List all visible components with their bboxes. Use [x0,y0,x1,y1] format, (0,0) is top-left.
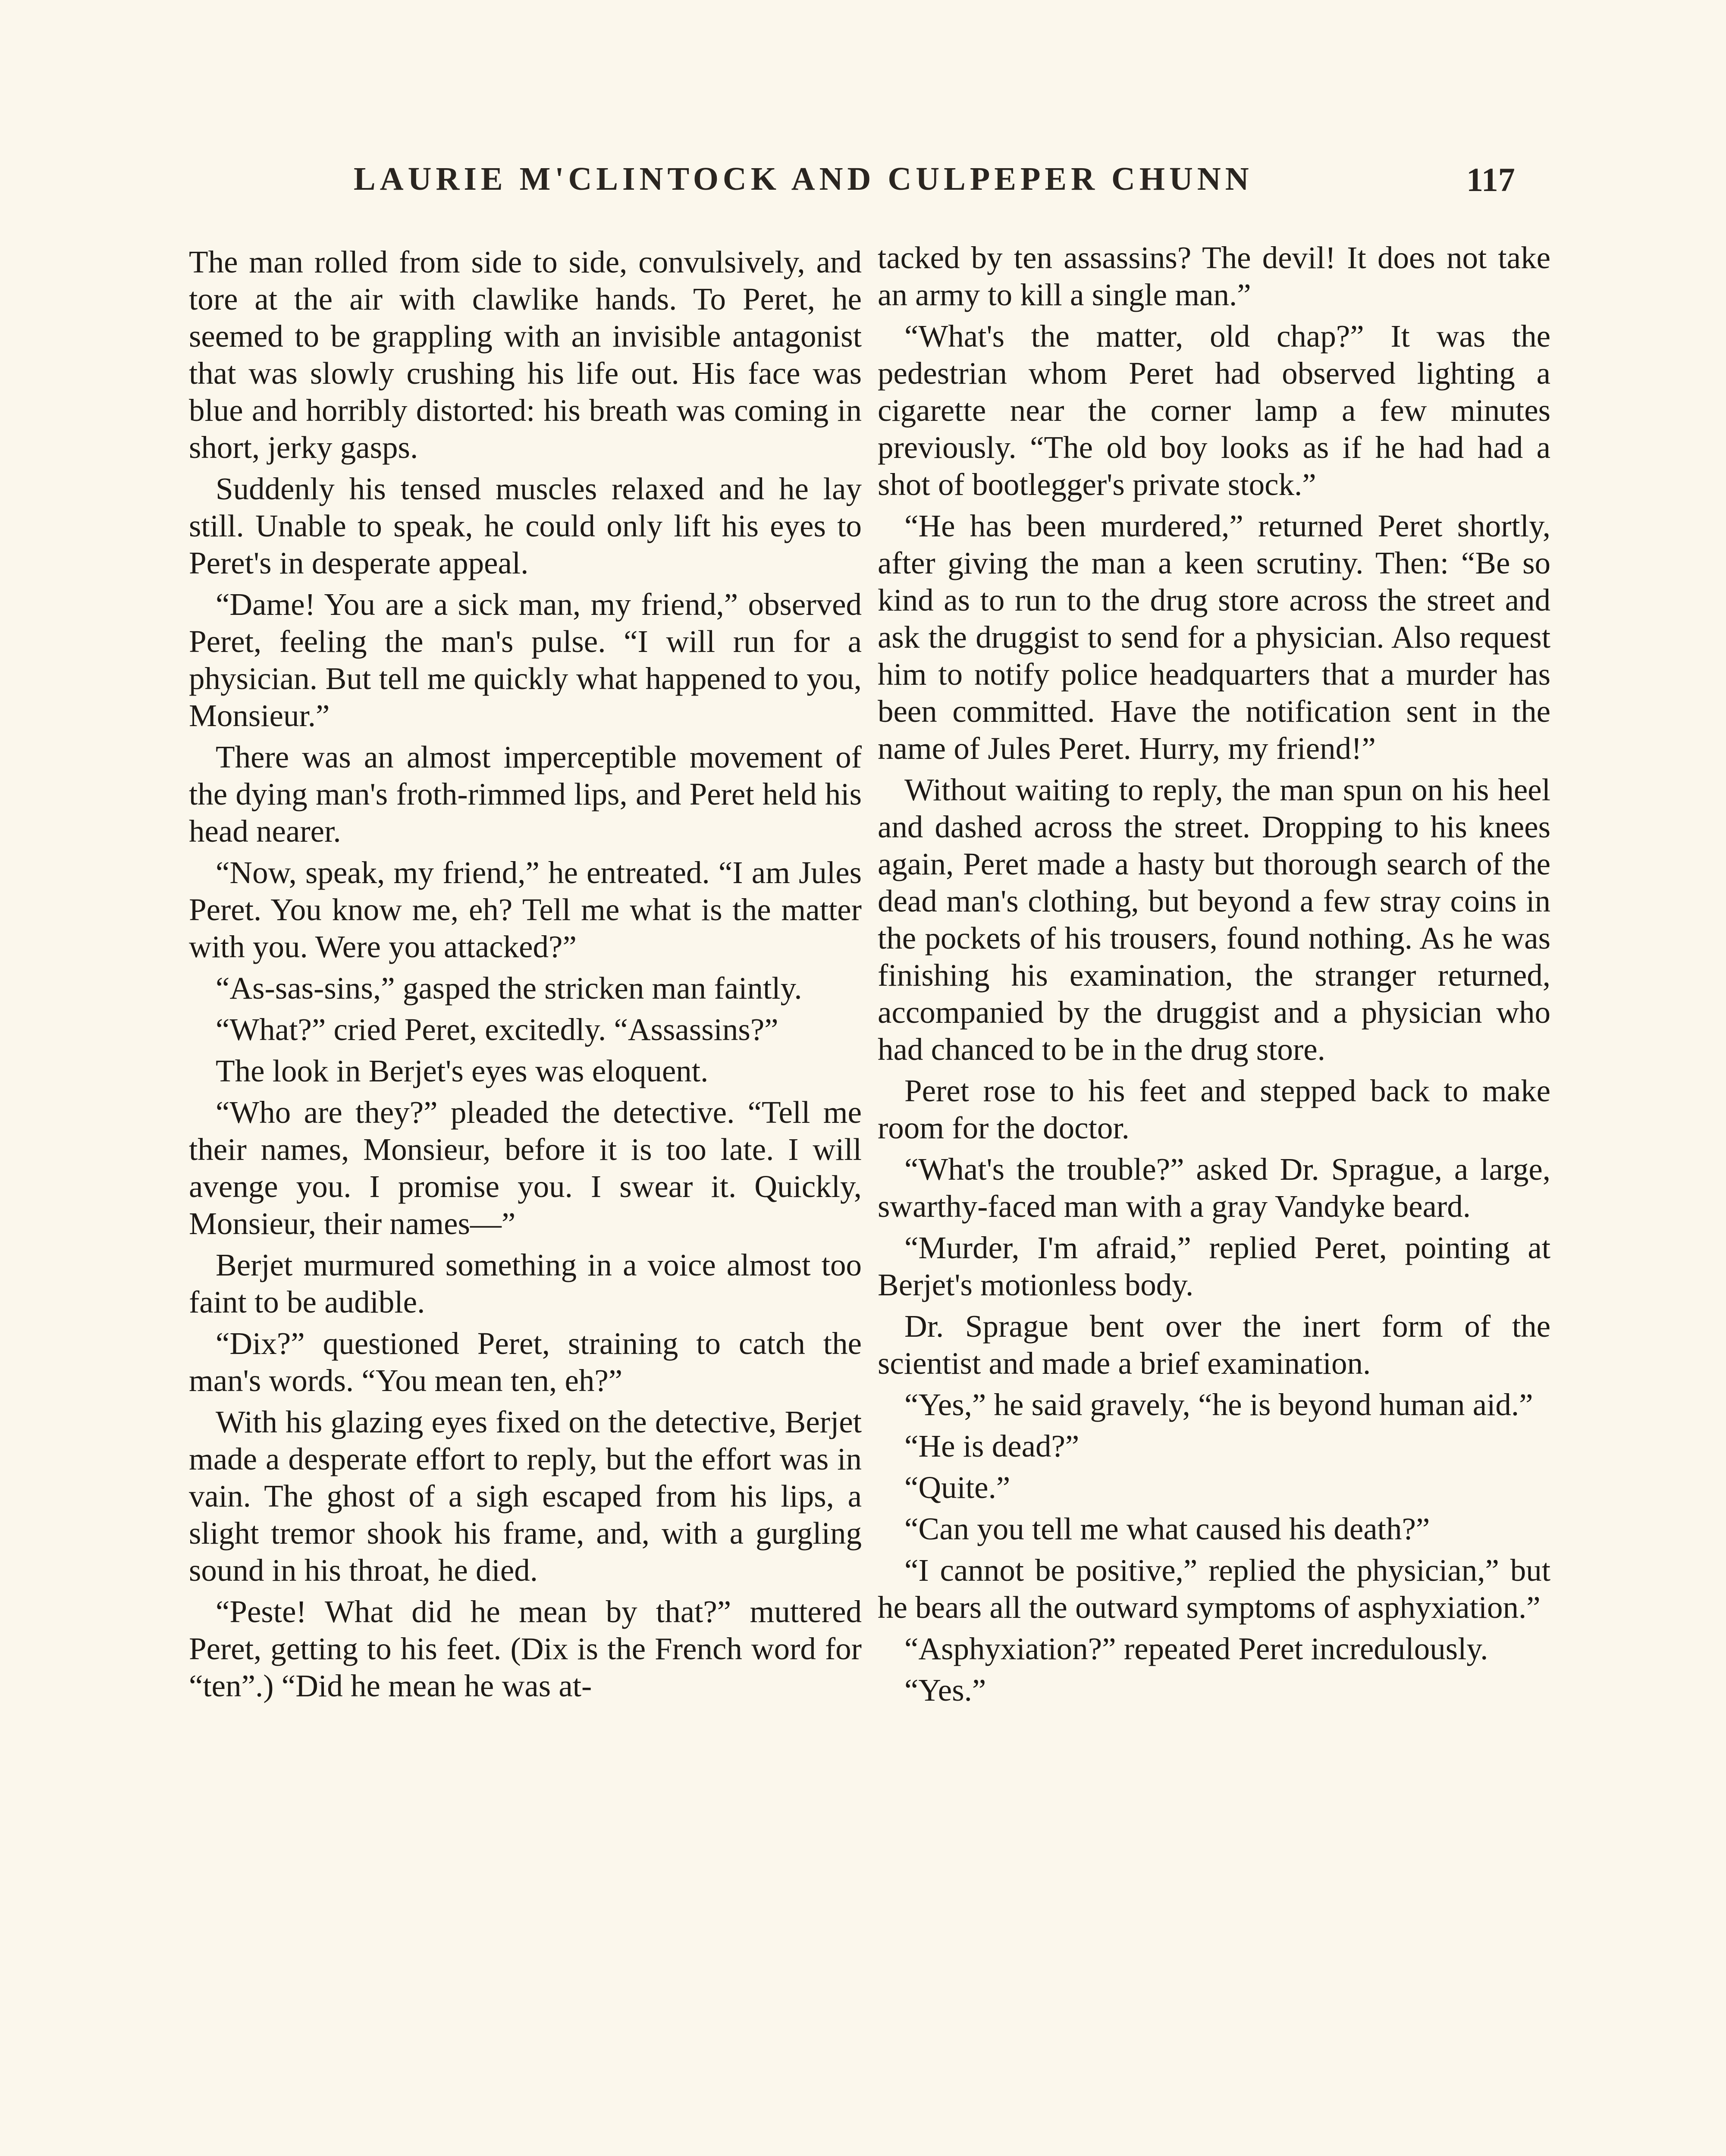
paragraph: Dr. Sprague bent over the inert form of the scientist and made a brief examination. [878,1309,1550,1381]
paragraph: “What's the trouble?” asked Dr. Sprague, a large, swarthy-faced man with a gray Vandyke beard. [878,1152,1550,1224]
paragraph: “Yes,” he said gravely, “he is beyond human aid.” [904,1387,1533,1422]
paragraph: “He is dead?” [904,1429,1080,1463]
paragraph: “Quite.” [904,1470,1010,1505]
paragraph: With his glazing eyes fixed on the detective, Berjet made a desperate effort to reply, but the effort was in vain. The ghost of a sigh escaped from his lips, a slight tremor shook his frame, and, with a gurgling sound in his throat, he died. [189,1404,862,1588]
paragraph: “Now, speak, my friend,” he entreated. “I am Jules Peret. You know me, eh? Tell me what is the matter with you. Were you attacked?” [189,855,862,964]
paragraph: There was an almost imperceptible movement of the dying man's froth-rimmed lips, and Peret held his head nearer. [189,740,862,849]
running-title: LAURIE M'CLINTOCK AND CULPEPER CHUNN [354,161,1253,197]
paragraph: “Can you tell me what caused his death?” [904,1511,1430,1546]
paragraph: “Yes.” [904,1673,986,1708]
paragraph: “What's the matter, old chap?” It was the pedestrian whom Peret had observed lighting a cigarette near the corner lamp a few minutes previously. “The old boy looks as if he had had a shot of bootlegger's private stock.” [878,319,1550,502]
left-column [189,244,862,1705]
paragraph: “Asphyxiation?” repeated Peret incredulously. [904,1631,1488,1666]
paragraph: “Who are they?” pleaded the detective. “Tell me their names, Monsieur, before it is too late. I will avenge you. I promise you. I swear it. Quickly, Monsieur, their names—” [189,1095,862,1241]
paragraph: “What?” cried Peret, excitedly. “Assassins?” [216,1012,778,1047]
paragraph: “Peste! What did he mean by that?” muttered Peret, getting to his feet. (Dix is the French word for “ten”.) “Did he mean he was at- [189,1594,862,1703]
paragraph: The look in Berjet's eyes was eloquent. [216,1053,709,1088]
paragraph: “As-sas-sins,” gasped the stricken man faintly. [216,971,802,1006]
paragraph: “Dix?” questioned Peret, straining to catch the man's words. “You mean ten, eh?” [189,1326,862,1398]
page-number: 117 [1466,161,1515,198]
right-column [878,239,1550,1709]
paragraph: tacked by ten assassins? The devil! It does not take an army to kill a single man.” [878,240,1550,312]
paragraph: Suddenly his tensed muscles relaxed and he lay still. Unable to speak, he could only lift his eyes to Peret's in desperate appeal. [189,471,862,580]
paragraph: “Dame! You are a sick man, my friend,” observed Peret, feeling the man's pulse. “I will run for a physician. But tell me quickly what happened to you, Monsieur.” [189,587,862,733]
paragraph: Without waiting to reply, the man spun on his heel and dashed across the street. Dropping to his knees again, Peret made a hasty but thorough search of the dead man's clothing, but beyond a few stray coins in the pockets of his trousers, found nothing. As he was finishing his examination, the stranger returned, accompanied by the druggist and a physician who had chanced to be in the drug store. [878,772,1550,1067]
paragraph: The man rolled from side to side, convulsively, and tore at the air with clawlike hands. To Peret, he seemed to be grappling with an invisible antagonist that was slowly crushing his life out. His face was blue and horribly distorted: his breath was coming in short, jerky gasps. [189,244,862,465]
paragraph: Berjet murmured something in a voice almost too faint to be audible. [189,1247,862,1319]
paragraph: Peret rose to his feet and stepped back to make room for the doctor. [878,1073,1550,1145]
paragraph: “I cannot be positive,” replied the physician,” but he bears all the outward symptoms of asphyxiation.” [878,1553,1550,1625]
paragraph: “He has been murdered,” returned Peret shortly, after giving the man a keen scrutiny. Then: “Be so kind as to run to the drug store across the street and ask the druggist to send for a physician. Also request him to notify police headquarters that a murder has been committed. Have the notification sent in the name of Jules Peret. Hurry, my friend!” [878,508,1550,766]
paragraph: “Murder, I'm afraid,” replied Peret, pointing at Berjet's motionless body. [878,1230,1550,1302]
